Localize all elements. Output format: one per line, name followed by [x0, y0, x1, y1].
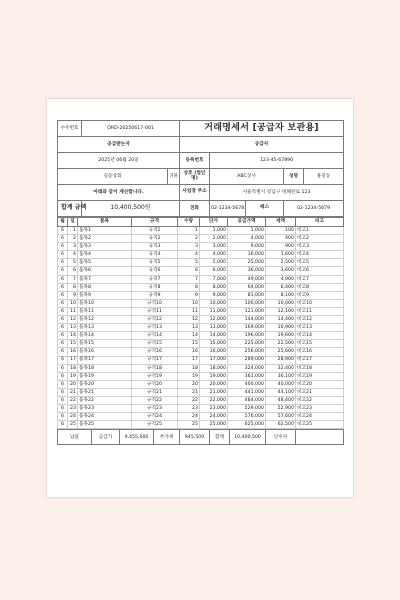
table-cell: 12,100 — [266, 307, 296, 315]
table-cell: 6 — [58, 283, 68, 291]
table-cell: 19 — [68, 372, 78, 380]
column-header: 공급가액 — [228, 218, 266, 227]
table-cell: 6,400 — [266, 283, 296, 291]
issue-date: 2025년 06월 20일 — [58, 153, 180, 169]
table-row — [58, 259, 344, 267]
table-cell: 품목9 — [78, 291, 132, 299]
document-title: 거래명세서 [공급자 보관용] — [180, 121, 344, 137]
table-cell: 22 — [178, 396, 200, 404]
table-cell: 품목13 — [78, 324, 132, 332]
table-cell: 비고11 — [296, 307, 344, 315]
table-row — [58, 413, 344, 421]
table-row — [58, 364, 344, 372]
table-cell: 비고22 — [296, 396, 344, 404]
table-cell: 21,000 — [200, 388, 228, 396]
table-row — [58, 388, 344, 396]
receiver-label: 인수자 — [266, 430, 296, 445]
table-cell: 18 — [178, 364, 200, 372]
table-row — [58, 396, 344, 404]
table-cell: 25,600 — [266, 348, 296, 356]
table-cell: 품목14 — [78, 332, 132, 340]
table-cell: 규격12 — [132, 316, 178, 324]
table-cell: 1,000 — [200, 227, 228, 235]
table-cell: 25,000 — [200, 421, 228, 429]
table-row — [58, 299, 344, 307]
vat-label: 부가세 — [154, 430, 180, 445]
table-cell: 규격8 — [132, 283, 178, 291]
table-cell: 17 — [68, 356, 78, 364]
table-cell: 품목16 — [78, 348, 132, 356]
table-cell: 400,000 — [228, 380, 266, 388]
table-cell: 5 — [68, 259, 78, 267]
table-cell: 20,000 — [200, 380, 228, 388]
table-cell: 14 — [178, 332, 200, 340]
column-header: 품목 — [78, 218, 132, 227]
table-cell: 1 — [68, 227, 78, 235]
table-cell: 규격22 — [132, 396, 178, 404]
table-cell: 비고23 — [296, 405, 344, 413]
table-cell: 20 — [68, 380, 78, 388]
table-cell: 196,000 — [228, 332, 266, 340]
table-cell: 16,000 — [200, 348, 228, 356]
table-cell: 2,000 — [200, 235, 228, 243]
receiver-signature — [296, 430, 344, 445]
table-cell: 22,000 — [200, 396, 228, 404]
table-cell: 비고21 — [296, 388, 344, 396]
table-cell: 비고1 — [296, 227, 344, 235]
table-cell: 품목2 — [78, 235, 132, 243]
table-cell: 비고4 — [296, 251, 344, 259]
table-row — [58, 243, 344, 251]
table-cell: 22 — [68, 396, 78, 404]
table-cell: 1,600 — [266, 251, 296, 259]
table-cell: 규격15 — [132, 340, 178, 348]
table-cell: 품목10 — [78, 299, 132, 307]
table-row — [58, 340, 344, 348]
table-cell: 6 — [58, 324, 68, 332]
delivery-label: 납품 — [58, 430, 92, 445]
table-cell: 품목19 — [78, 372, 132, 380]
table-cell: 25 — [68, 421, 78, 429]
rep-name: 홍길동 — [304, 169, 344, 185]
table-cell: 비고2 — [296, 235, 344, 243]
table-cell: 44,100 — [266, 388, 296, 396]
table-cell: 규격4 — [132, 251, 178, 259]
table-cell: 규격3 — [132, 243, 178, 251]
items-header-row — [58, 218, 344, 227]
table-cell: 품목6 — [78, 267, 132, 275]
table-cell: 16 — [68, 348, 78, 356]
table-cell: 품목25 — [78, 421, 132, 429]
table-cell: 규격24 — [132, 413, 178, 421]
table-cell: 10 — [68, 299, 78, 307]
column-header: 세액 — [266, 218, 296, 227]
table-cell: 비고20 — [296, 380, 344, 388]
table-cell: 비고18 — [296, 364, 344, 372]
reg-no-label: 등록번호 — [180, 153, 210, 169]
table-cell: 3,600 — [266, 267, 296, 275]
table-cell: 품목18 — [78, 364, 132, 372]
table-cell: 11 — [178, 307, 200, 315]
table-cell: 28,900 — [266, 356, 296, 364]
table-cell: 6 — [58, 259, 68, 267]
supply-label: 공급가 — [92, 430, 120, 445]
table-cell: 52,900 — [266, 405, 296, 413]
table-cell: 25 — [178, 421, 200, 429]
table-cell: 24 — [68, 413, 78, 421]
transaction-statement — [57, 120, 343, 445]
table-cell: 규격20 — [132, 380, 178, 388]
table-cell: 10,000 — [200, 299, 228, 307]
table-cell: 규격14 — [132, 332, 178, 340]
table-cell: 규격1 — [132, 227, 178, 235]
table-cell: 900 — [266, 243, 296, 251]
table-cell: 1,000 — [228, 227, 266, 235]
table-row — [58, 291, 344, 299]
table-cell: 14 — [68, 332, 78, 340]
table-cell: 비고9 — [296, 291, 344, 299]
supply-value: 9,455,000 — [120, 430, 154, 445]
table-row — [58, 251, 344, 259]
table-row — [58, 227, 344, 235]
table-cell: 품목5 — [78, 259, 132, 267]
table-cell: 12,000 — [200, 316, 228, 324]
table-cell: 규격13 — [132, 324, 178, 332]
table-cell: 19,600 — [266, 332, 296, 340]
table-cell: 2,500 — [266, 259, 296, 267]
table-cell: 규격6 — [132, 267, 178, 275]
table-cell: 품목4 — [78, 251, 132, 259]
table-cell: 2 — [178, 235, 200, 243]
table-cell: 9,000 — [200, 291, 228, 299]
table-cell: 6 — [58, 235, 68, 243]
table-cell: 비고24 — [296, 413, 344, 421]
table-cell: 10,000 — [266, 299, 296, 307]
table-row — [58, 275, 344, 283]
table-cell: 22,500 — [266, 340, 296, 348]
table-row — [58, 324, 344, 332]
table-cell: 48,400 — [266, 396, 296, 404]
table-cell: 규격18 — [132, 364, 178, 372]
table-cell: 6 — [58, 307, 68, 315]
table-cell: 6 — [58, 372, 68, 380]
company-name: ABC상사 — [210, 169, 284, 185]
table-cell: 7 — [68, 275, 78, 283]
column-header: 비고 — [296, 218, 344, 227]
table-cell: 8,000 — [200, 283, 228, 291]
table-cell: 15 — [178, 340, 200, 348]
table-cell: 5 — [178, 259, 200, 267]
table-cell: 361,000 — [228, 372, 266, 380]
table-cell: 100 — [266, 227, 296, 235]
table-cell: 625,000 — [228, 421, 266, 429]
table-cell: 품목7 — [78, 275, 132, 283]
table-cell: 6,000 — [200, 267, 228, 275]
table-cell: 품목23 — [78, 405, 132, 413]
table-cell: 6 — [58, 405, 68, 413]
table-cell: 품목11 — [78, 307, 132, 315]
table-cell: 품목17 — [78, 356, 132, 364]
table-cell: 62,500 — [266, 421, 296, 429]
table-cell: 비고7 — [296, 275, 344, 283]
table-cell: 6 — [58, 275, 68, 283]
document-page — [47, 99, 353, 497]
table-cell: 품목3 — [78, 243, 132, 251]
column-header: 단가 — [200, 218, 228, 227]
table-cell: 23 — [178, 405, 200, 413]
column-header: 규격 — [132, 218, 178, 227]
table-cell: 6 — [58, 388, 68, 396]
table-cell: 3 — [178, 243, 200, 251]
table-cell: 품목20 — [78, 380, 132, 388]
table-cell: 4 — [178, 251, 200, 259]
column-header: 월 — [58, 218, 68, 227]
table-row — [58, 372, 344, 380]
table-cell: 19 — [178, 372, 200, 380]
fax-label: 팩스 — [246, 201, 284, 217]
table-cell: 규격11 — [132, 307, 178, 315]
table-row — [58, 235, 344, 243]
table-cell: 21 — [68, 388, 78, 396]
table-cell: 14,400 — [266, 316, 296, 324]
table-cell: 6 — [58, 243, 68, 251]
table-cell: 144,000 — [228, 316, 266, 324]
recipient-section-label: 공급받는자 — [58, 137, 180, 153]
table-cell: 13 — [68, 324, 78, 332]
table-cell: 13,000 — [200, 324, 228, 332]
table-cell: 2 — [68, 235, 78, 243]
table-cell: 비고19 — [296, 372, 344, 380]
table-cell: 64,000 — [228, 283, 266, 291]
column-header: 일 — [68, 218, 78, 227]
statement-footer-table — [57, 429, 344, 445]
table-cell: 6 — [178, 267, 200, 275]
table-cell: 289,000 — [228, 356, 266, 364]
order-no-label: 수주번호 — [58, 121, 82, 137]
table-cell: 비고12 — [296, 316, 344, 324]
table-cell: 4,000 — [200, 251, 228, 259]
table-cell: 121,000 — [228, 307, 266, 315]
statement-header-table — [57, 120, 344, 217]
reg-no-value: 123-45-67890 — [210, 153, 344, 169]
table-cell: 40,000 — [266, 380, 296, 388]
sum-label: 합계 — [210, 430, 230, 445]
table-cell: 256,000 — [228, 348, 266, 356]
table-cell: 11,000 — [200, 307, 228, 315]
table-cell: 49,000 — [228, 275, 266, 283]
table-cell: 6 — [58, 380, 68, 388]
table-cell: 8 — [68, 283, 78, 291]
table-cell: 23 — [68, 405, 78, 413]
table-cell: 6 — [58, 413, 68, 421]
table-cell: 18,000 — [200, 364, 228, 372]
table-cell: 3,000 — [200, 243, 228, 251]
table-cell: 규격21 — [132, 388, 178, 396]
table-cell: 17,000 — [200, 356, 228, 364]
total-amount-value: 10,400,500원 — [82, 201, 180, 217]
table-cell: 23,000 — [200, 405, 228, 413]
table-cell: 9 — [68, 291, 78, 299]
line-items-table — [57, 217, 344, 429]
table-cell: 비고16 — [296, 348, 344, 356]
table-cell: 3 — [68, 243, 78, 251]
table-cell: 규격9 — [132, 291, 178, 299]
table-cell: 32,400 — [266, 364, 296, 372]
table-cell: 15 — [68, 340, 78, 348]
table-cell: 13 — [178, 324, 200, 332]
table-cell: 57,600 — [266, 413, 296, 421]
column-header: 수량 — [178, 218, 200, 227]
table-cell: 규격2 — [132, 235, 178, 243]
table-cell: 품목21 — [78, 388, 132, 396]
table-cell: 18 — [68, 364, 78, 372]
table-cell: 441,000 — [228, 388, 266, 396]
table-cell: 9 — [178, 291, 200, 299]
table-cell: 24,000 — [200, 413, 228, 421]
company-label: 상호 (법인명) — [180, 169, 210, 185]
honorific: 귀하 — [168, 169, 180, 185]
table-cell: 81,000 — [228, 291, 266, 299]
table-cell: 12 — [68, 316, 78, 324]
table-cell: 품목12 — [78, 316, 132, 324]
table-cell: 비고5 — [296, 259, 344, 267]
table-cell: 비고10 — [296, 299, 344, 307]
fax-value: 02-1234-5679 — [284, 201, 344, 217]
table-cell: 8,100 — [266, 291, 296, 299]
table-cell: 품목15 — [78, 340, 132, 348]
table-cell: 6 — [58, 364, 68, 372]
order-no-value: ORD-20250617-001 — [82, 121, 180, 137]
table-cell: 100,000 — [228, 299, 266, 307]
table-cell: 비고17 — [296, 356, 344, 364]
phone-label: 전화 — [180, 201, 210, 217]
table-cell: 14,000 — [200, 332, 228, 340]
table-cell: 7,000 — [200, 275, 228, 283]
address-label: 사업장 주소 — [180, 185, 210, 201]
table-cell: 비고6 — [296, 267, 344, 275]
table-cell: 품목24 — [78, 413, 132, 421]
table-cell: 6 — [58, 340, 68, 348]
table-cell: 6 — [58, 332, 68, 340]
table-row — [58, 316, 344, 324]
table-cell: 규격23 — [132, 405, 178, 413]
rep-name-label: 성명 — [284, 169, 304, 185]
table-cell: 품목22 — [78, 396, 132, 404]
table-cell: 6 — [58, 291, 68, 299]
table-cell: 21 — [178, 388, 200, 396]
table-cell: 비고14 — [296, 332, 344, 340]
table-cell: 5,000 — [200, 259, 228, 267]
table-cell: 16,000 — [228, 251, 266, 259]
table-cell: 규격17 — [132, 356, 178, 364]
table-cell: 4 — [68, 251, 78, 259]
table-cell: 15,000 — [200, 340, 228, 348]
table-cell: 규격16 — [132, 348, 178, 356]
table-cell: 10 — [178, 299, 200, 307]
total-amount-label: 합계 금액 — [58, 201, 82, 217]
table-row — [58, 283, 344, 291]
table-cell: 규격5 — [132, 259, 178, 267]
table-cell: 6 — [58, 421, 68, 429]
table-cell: 비고8 — [296, 283, 344, 291]
table-cell: 6 — [58, 348, 68, 356]
table-cell: 20 — [178, 380, 200, 388]
table-cell: 6 — [58, 251, 68, 259]
vat-value: 945,500 — [180, 430, 210, 445]
table-cell: 4,900 — [266, 275, 296, 283]
items-body — [58, 227, 344, 429]
table-row — [58, 332, 344, 340]
table-cell: 6 — [58, 356, 68, 364]
table-cell: 169,000 — [228, 324, 266, 332]
calc-note: 아래와 같이 계산합니다. — [58, 185, 180, 201]
recipient-name: 길동상회 — [58, 169, 168, 185]
table-cell: 규격25 — [132, 421, 178, 429]
table-cell: 비고25 — [296, 421, 344, 429]
table-cell: 12 — [178, 316, 200, 324]
table-cell: 17 — [178, 356, 200, 364]
table-cell: 24 — [178, 413, 200, 421]
table-cell: 19,000 — [200, 372, 228, 380]
table-row — [58, 267, 344, 275]
table-cell: 6 — [58, 299, 68, 307]
table-cell: 225,000 — [228, 340, 266, 348]
table-row — [58, 405, 344, 413]
table-cell: 36,100 — [266, 372, 296, 380]
table-cell: 529,000 — [228, 405, 266, 413]
table-cell: 6 — [58, 316, 68, 324]
table-cell: 4,000 — [228, 235, 266, 243]
table-cell: 규격10 — [132, 299, 178, 307]
table-cell: 비고3 — [296, 243, 344, 251]
table-cell: 비고15 — [296, 340, 344, 348]
table-cell: 7 — [178, 275, 200, 283]
supplier-section-label: 공급자 — [180, 137, 344, 153]
table-cell: 16 — [178, 348, 200, 356]
table-cell: 비고13 — [296, 324, 344, 332]
table-cell: 품목1 — [78, 227, 132, 235]
sum-value: 10,400,500 — [230, 430, 266, 445]
table-cell: 25,000 — [228, 259, 266, 267]
table-cell: 규격7 — [132, 275, 178, 283]
table-cell: 324,000 — [228, 364, 266, 372]
table-cell: 1 — [178, 227, 200, 235]
table-cell: 6 — [58, 227, 68, 235]
table-cell: 400 — [266, 235, 296, 243]
table-cell: 11 — [68, 307, 78, 315]
table-row — [58, 380, 344, 388]
table-cell: 576,000 — [228, 413, 266, 421]
table-row — [58, 307, 344, 315]
table-row — [58, 421, 344, 429]
table-cell: 8 — [178, 283, 200, 291]
phone-value: 02-1234-5678 — [210, 201, 246, 217]
address-value: 서울특별시 강남구 테헤란로 123 — [210, 185, 344, 201]
table-row — [58, 356, 344, 364]
table-cell: 6 — [68, 267, 78, 275]
table-cell: 9,000 — [228, 243, 266, 251]
table-row — [58, 348, 344, 356]
table-cell: 36,000 — [228, 267, 266, 275]
table-cell: 6 — [58, 267, 68, 275]
table-cell: 6 — [58, 396, 68, 404]
table-cell: 규격19 — [132, 372, 178, 380]
table-cell: 484,000 — [228, 396, 266, 404]
table-cell: 품목8 — [78, 283, 132, 291]
table-cell: 16,900 — [266, 324, 296, 332]
